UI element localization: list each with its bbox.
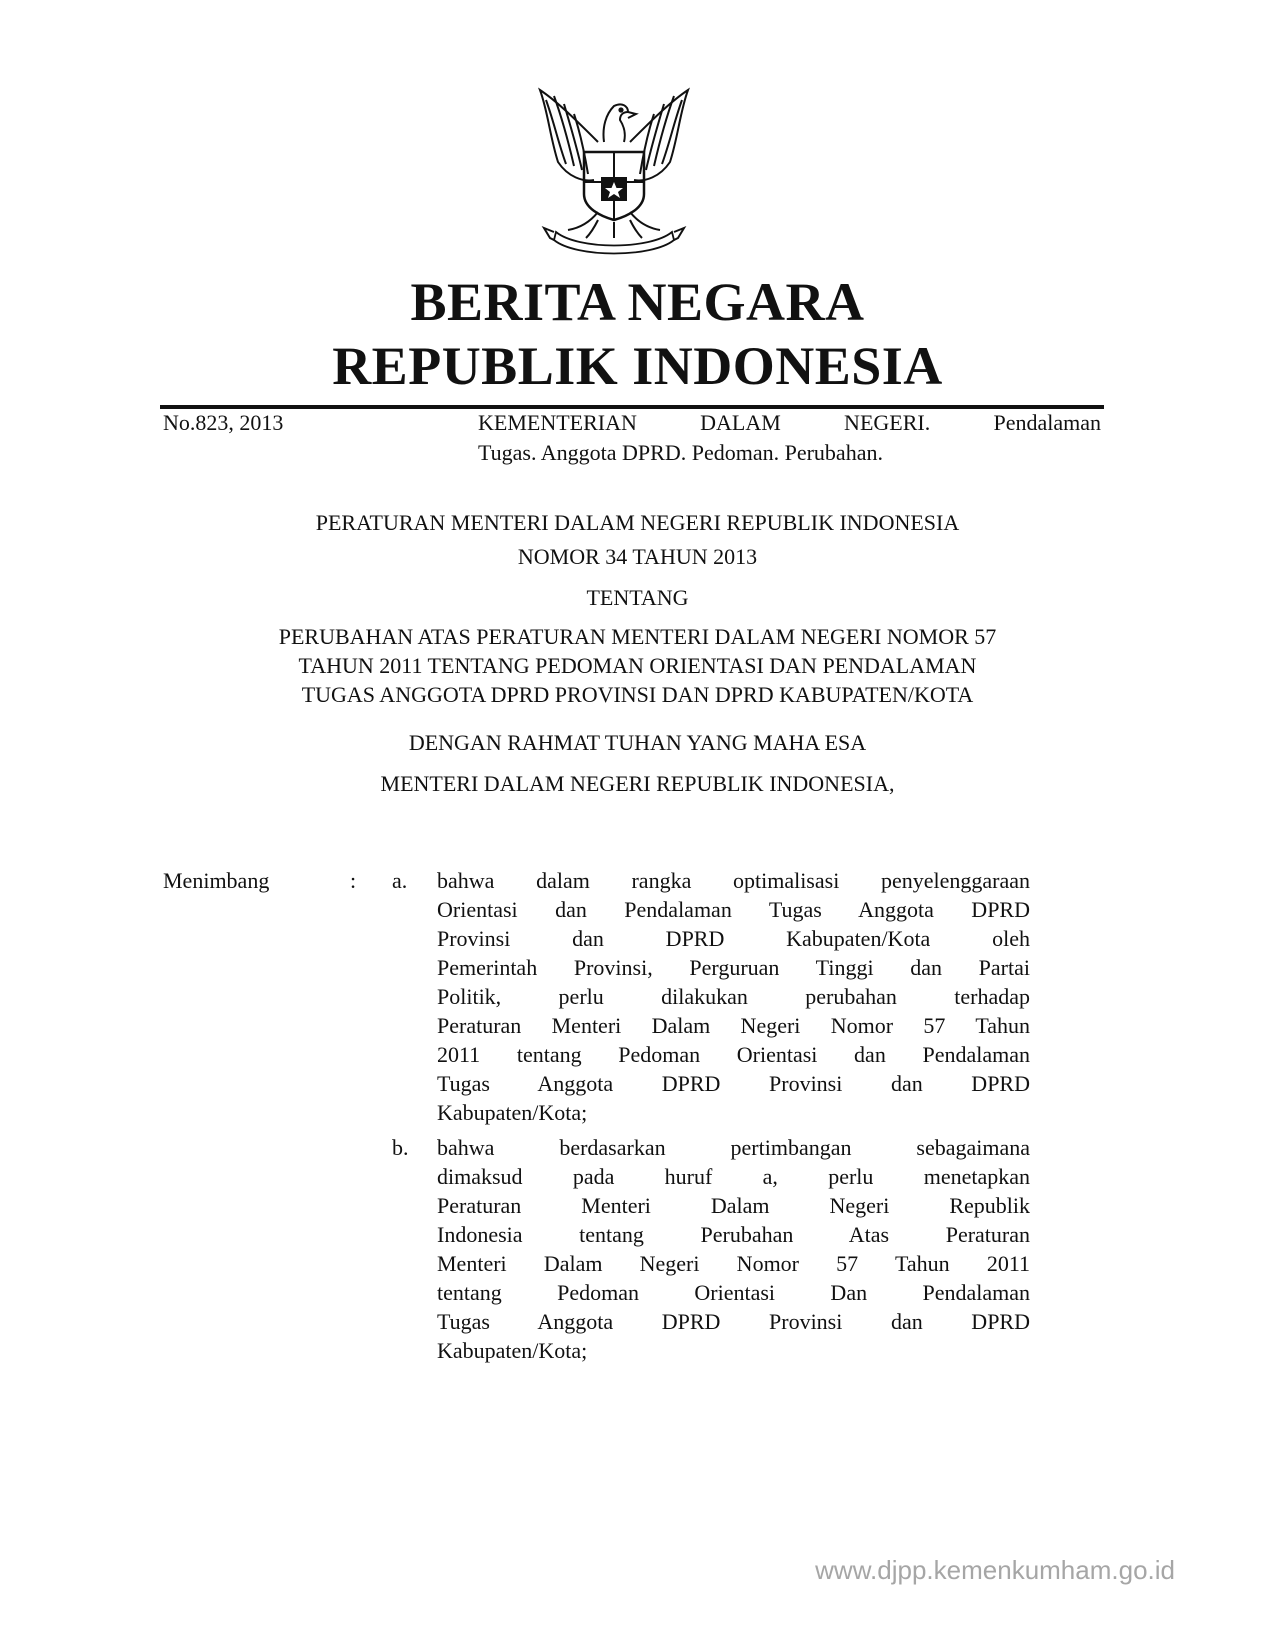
regulation-subject-line: TUGAS ANGGOTA DPRD PROVINSI DAN DPRD KABUPATEN/KOTA bbox=[301, 682, 974, 707]
item-line: Menteri Dalam Negeri Nomor 57 Tahun 2011 bbox=[437, 1251, 1030, 1276]
gazette-heading bbox=[478, 408, 1101, 468]
item-line: Peraturan Menteri Dalam Negeri Nomor 57 Tahun bbox=[437, 1013, 1030, 1038]
item-line: Kabupaten/Kota; bbox=[437, 1100, 588, 1125]
gazette-number: No.823, 2013 bbox=[163, 410, 284, 435]
item-line: tentang Pedoman Orientasi Dan Pendalaman bbox=[437, 1280, 1030, 1305]
item-line: dimaksud pada huruf a, perlu menetapkan bbox=[437, 1164, 1030, 1189]
regulation-title: PERATURAN MENTERI DALAM NEGERI REPUBLIK INDONESIA bbox=[315, 510, 960, 535]
gazette-heading-line: KEMENTERIAN DALAM NEGERI. Pendalaman bbox=[478, 410, 1101, 435]
masthead-subtitle: REPUBLIK INDONESIA bbox=[332, 336, 943, 396]
regulation-subject-line: PERUBAHAN ATAS PERATURAN MENTERI DALAM NEGERI NOMOR 57 bbox=[278, 624, 997, 649]
item-line: Orientasi dan Pendalaman Tugas Anggota DPRD bbox=[437, 897, 1030, 922]
menimbang-colon: : bbox=[350, 868, 357, 893]
regulation-about: TENTANG bbox=[586, 585, 689, 610]
watermark-url: www.djpp.kemenkumham.go.id bbox=[815, 1555, 1175, 1585]
item-line: Indonesia tentang Perubahan Atas Peraturan bbox=[437, 1222, 1030, 1247]
item-line: Pemerintah Provinsi, Perguruan Tinggi dan Partai bbox=[437, 955, 1030, 980]
item-line: Peraturan Menteri Dalam Negeri Republik bbox=[437, 1193, 1030, 1218]
item-line: Provinsi dan DPRD Kabupaten/Kota oleh bbox=[437, 926, 1030, 951]
regulation-number: NOMOR 34 TAHUN 2013 bbox=[517, 544, 758, 569]
item-line: Tugas Anggota DPRD Provinsi dan DPRD bbox=[437, 1309, 1030, 1334]
authority: MENTERI DALAM NEGERI REPUBLIK INDONESIA, bbox=[380, 771, 895, 796]
masthead-title: BERITA NEGARA bbox=[410, 272, 865, 332]
menimbang-item-b bbox=[437, 1133, 1030, 1365]
gazette-heading-line: Tugas. Anggota DPRD. Pedoman. Perubahan. bbox=[478, 440, 883, 465]
menimbang-label: Menimbang bbox=[163, 868, 270, 893]
item-line: Kabupaten/Kota; bbox=[437, 1338, 588, 1363]
garuda-emblem-icon bbox=[528, 82, 700, 257]
item-letter: a. bbox=[392, 868, 408, 893]
item-line: Politik, perlu dilakukan perubahan terhadap bbox=[437, 984, 1030, 1009]
item-line: Tugas Anggota DPRD Provinsi dan DPRD bbox=[437, 1071, 1030, 1096]
item-letter: b. bbox=[392, 1135, 409, 1160]
invocation: DENGAN RAHMAT TUHAN YANG MAHA ESA bbox=[408, 730, 867, 755]
item-line: bahwa dalam rangka optimalisasi penyelenggaraan bbox=[437, 868, 1030, 893]
regulation-subject-line: TAHUN 2011 TENTANG PEDOMAN ORIENTASI DAN PENDALAMAN bbox=[298, 653, 977, 678]
menimbang-item-a bbox=[437, 866, 1030, 1127]
item-line: 2011 tentang Pedoman Orientasi dan Pendalaman bbox=[437, 1042, 1030, 1067]
item-line: bahwa berdasarkan pertimbangan sebagaimana bbox=[437, 1135, 1030, 1160]
